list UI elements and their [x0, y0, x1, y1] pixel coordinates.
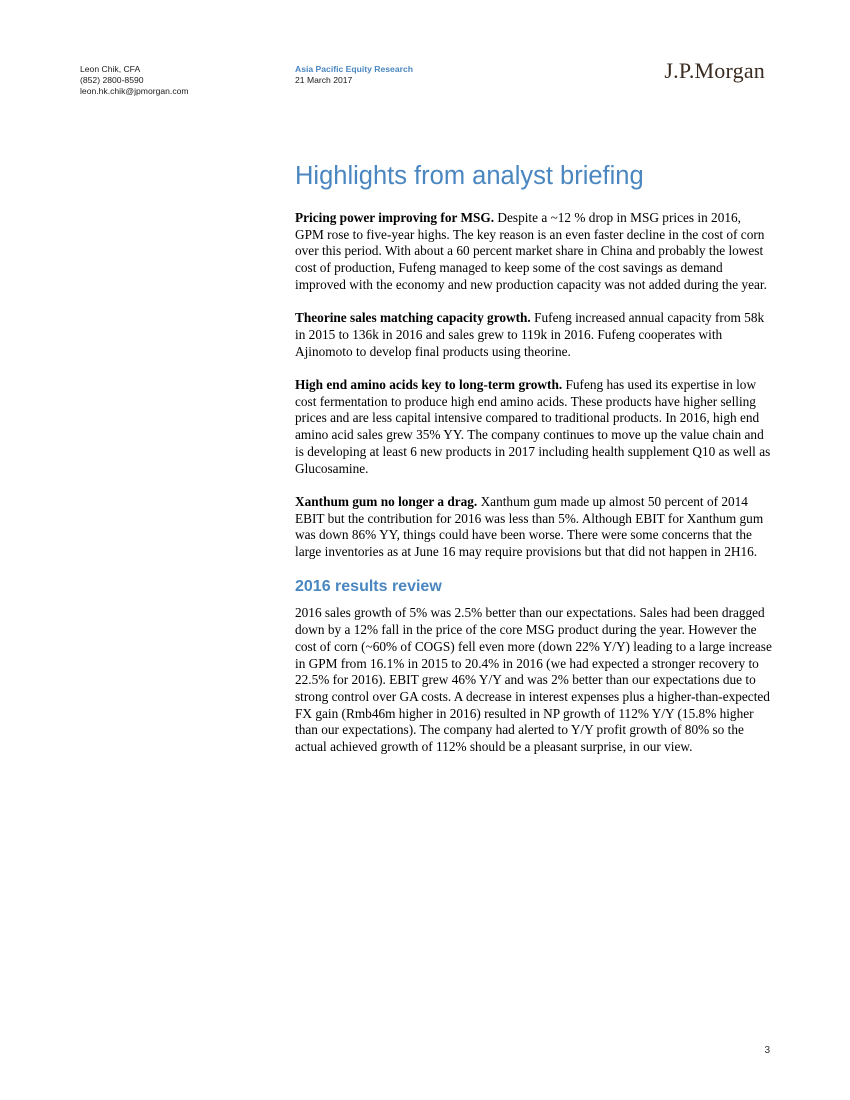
- paragraph-lead: Pricing power improving for MSG.: [295, 210, 495, 225]
- paragraph-text: Xanthum gum made up almost 50 percent of 2014 EBIT but the contribution for 2016 was less than 5%. Although EBIT for Xanthum gum was down 86% YY, things could have been worse. There were some concerns that the large inventories as at June 16 may require provisions but that did not happen in 2H16.: [295, 493, 764, 560]
- analyst-email: leon.hk.chik@jpmorgan.com: [80, 86, 189, 96]
- analyst-contact-block: [80, 64, 189, 97]
- publication-date: 21 March 2017: [295, 75, 353, 85]
- paragraph-theorine-sales: [295, 310, 773, 360]
- analyst-phone: (852) 2800-8590: [80, 75, 144, 85]
- page-title: Highlights from analyst briefing: [295, 162, 644, 190]
- publication-info-block: [295, 64, 413, 86]
- paragraph-lead: Theorine sales matching capacity growth.: [295, 310, 531, 326]
- analyst-name: Leon Chik, CFA: [80, 64, 141, 74]
- paragraph-2016-results: 2016 sales growth of 5% was 2.5% better than our expectations. Sales had been dragged down by a 12% fall in the price of the core MSG product during the year. However the cost of corn (~60% of COGS) fell even more (down 22% Y/Y) leading to a large increase in GPM from 16.1% in 2015 to 20.4% in 2016 (we had expected a stronger recovery to 22.5% for 2016). EBIT grew 46% Y/Y and was 2% better than our expectations due to strong control over GA costs. A decrease in interest expenses plus a higher-than-expected FX gain (Rmb46m higher in 2016) resulted in NP growth of 112% Y/Y (15.8% higher than our expectations). The company had alerted to Y/Y profit growth of 80% so the actual achieved growth of 112% should be a pleasant surprise, in our view.: [295, 605, 772, 755]
- paragraph-text: Fufeng has used its expertise in low cost fermentation to produce high end amino acids. These products have higher selling prices and are less capital intensive compared to traditional products. In 2016, high end amino acid sales grew 35% YY. The company continues to move up the value chain and is developing at least 6 new products in 2017 including health supplement Q10 as well as Glucosamine.: [295, 377, 771, 476]
- jpmorgan-logo: J.P.Morgan: [664, 58, 765, 83]
- article-body: [295, 161, 773, 772]
- paragraph-lead: High end amino acids key to long-term growth.: [295, 377, 563, 392]
- section-heading-2016-results: 2016 results review: [295, 578, 442, 596]
- page-number: 3: [764, 1045, 770, 1056]
- paragraph-amino-acids: [295, 377, 773, 477]
- paragraph-text: Fufeng increased annual capacity from 58k in 2015 to 136k in 2016 and sales grew to 119k in 2016. Fufeng cooperates with Ajinomoto to develop final products using theorine.: [295, 310, 765, 359]
- paragraph-text: Despite a ~12 % drop in MSG prices in 2016, GPM rose to five-year highs. The key reason is an even faster decline in the cost of corn over this period. With about a 60 percent market share in China and probably the lowest cost of production, Fufeng managed to keep some of the cost savings as demand improved with the economy and new production capacity was not added during the year.: [295, 210, 767, 292]
- paragraph-lead: Xanthum gum no longer a drag.: [295, 493, 478, 509]
- paragraph-xanthum-gum: [295, 494, 773, 561]
- research-division-label: Asia Pacific Equity Research: [295, 64, 413, 74]
- paragraph-pricing-power: [295, 210, 773, 294]
